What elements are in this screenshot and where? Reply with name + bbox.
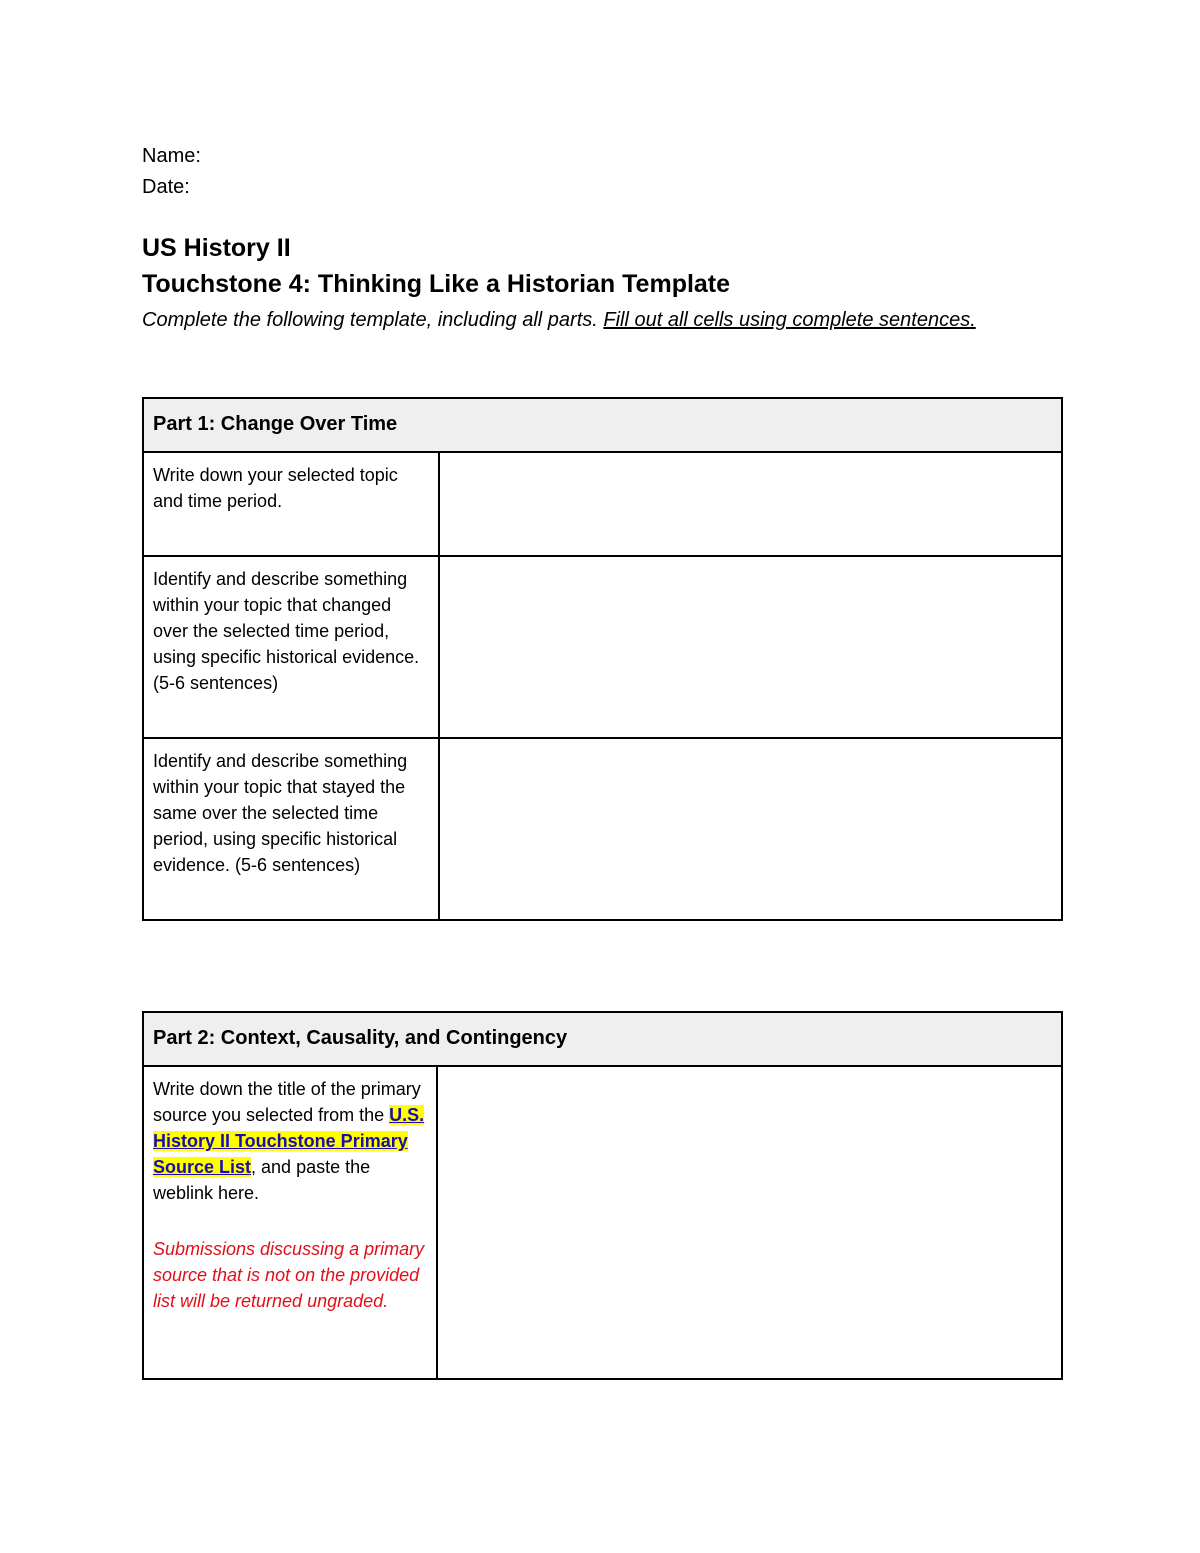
- part1-heading: Part 1: Change Over Time: [143, 398, 1062, 452]
- submission-warning: Submissions discussing a primary source that is not on the provided list will be returned ungraded.: [153, 1239, 425, 1311]
- document-title: Touchstone 4: Thinking Like a Historian Template: [142, 270, 731, 298]
- part1-table: [142, 397, 1063, 921]
- part1-prompt-change: Identify and describe something within your topic that changed over the selected time period, using specific historical evidence. (5-6 sentences): [143, 556, 439, 738]
- part2-prompt-source: [143, 1066, 437, 1379]
- part1-answer-topic[interactable]: [439, 452, 1062, 556]
- part2-prompt-text: Write down the title of the primary source you selected from the: [153, 1079, 421, 1125]
- part1-answer-continuity[interactable]: [439, 738, 1062, 920]
- course-title: US History II: [142, 234, 291, 262]
- part1-prompt-continuity: Identify and describe something within your topic that stayed the same over the selected time period, using specific historical evidence. (5-6 sentences): [143, 738, 439, 920]
- part2-answer-source[interactable]: [437, 1066, 1062, 1379]
- part1-answer-change[interactable]: [439, 556, 1062, 738]
- part2-heading: Part 2: Context, Causality, and Contingency: [143, 1012, 1062, 1066]
- instructions: [142, 305, 1042, 336]
- instructions-emphasis: Fill out all cells using complete sentences.: [603, 309, 976, 331]
- name-label: Name:: [142, 145, 201, 167]
- part1-prompt-topic: Write down your selected topic and time period.: [143, 452, 439, 556]
- instructions-text: Complete the following template, including all parts.: [142, 309, 604, 331]
- primary-source-list-link[interactable]: U.S. History II Touchstone Primary Source List: [153, 1105, 425, 1177]
- part2-prompt-text-end: , and paste the weblink here.: [153, 1157, 371, 1203]
- date-label: Date:: [142, 176, 190, 198]
- part2-table: [142, 1011, 1063, 1380]
